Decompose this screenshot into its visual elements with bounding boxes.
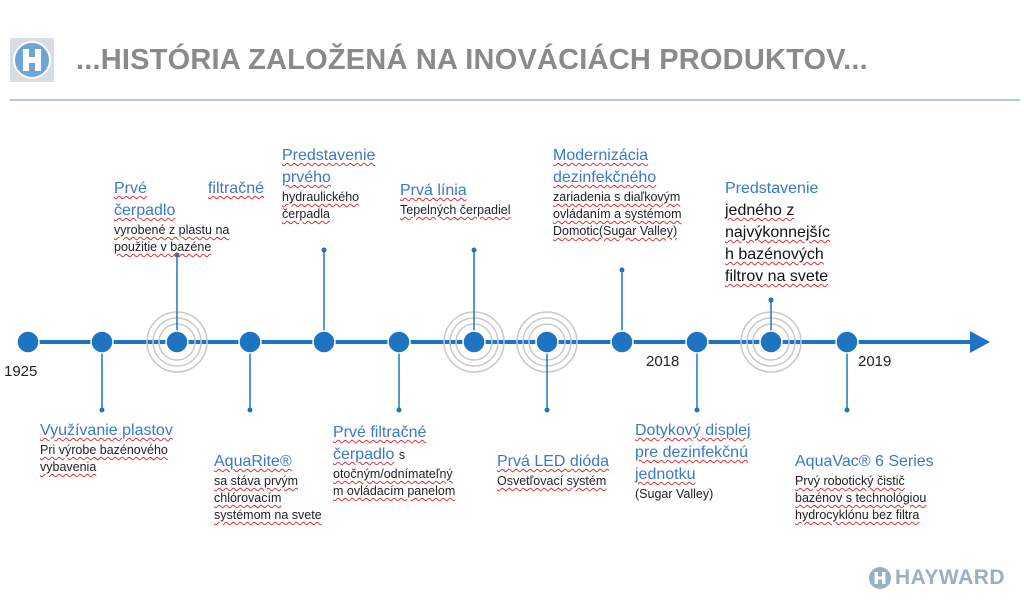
event-desc: m ovládacím panelom <box>333 484 456 498</box>
event-title: Prvá línia <box>400 182 467 199</box>
event-first-filter-pump <box>114 178 264 256</box>
event-disinfection-modernization <box>553 145 703 240</box>
event-desc: h bazénových <box>725 246 824 263</box>
page-title: ...HISTÓRIA ZALOŽENÁ NA INOVÁCIÁCH PRODUKTOV... <box>76 44 868 76</box>
event-title-suffix: s <box>398 448 406 462</box>
event-desc: použitie v bazéne <box>114 240 212 254</box>
event-title: filtračné <box>207 180 264 197</box>
event-desc: zariadenia s diaľkovým <box>553 190 681 204</box>
event-desc: najvýkonnejšíc <box>725 224 830 241</box>
event-desc: systémom na svete <box>214 508 322 522</box>
event-title: prvého <box>282 169 331 186</box>
brand-footer <box>868 566 1005 590</box>
event-title: Prvé filtračné <box>333 424 427 441</box>
event-aquarite <box>214 451 344 524</box>
event-aquavac <box>795 451 965 524</box>
event-title: čerpadlo <box>333 446 395 463</box>
event-desc: filtrov na svete <box>725 268 829 285</box>
event-title: Prvé <box>114 180 147 197</box>
event-heat-pumps <box>400 180 540 219</box>
event-desc: čerpadla <box>282 207 330 221</box>
event-desc: ovládaním a systémom <box>553 207 682 221</box>
event-title: Predstavenie <box>725 180 819 197</box>
year-label-2019: 2019 <box>858 353 892 370</box>
event-desc: chlórovacím <box>214 491 282 505</box>
event-title-row <box>114 178 264 200</box>
event-title-row <box>333 444 483 466</box>
event-title: čerpadlo <box>114 202 176 219</box>
event-title: jednotku <box>635 466 696 483</box>
event-desc: sa stáva prvým <box>214 474 299 488</box>
event-led-lighting <box>497 451 637 490</box>
event-desc: Tepelných čerpadiel <box>400 203 511 217</box>
year-label-1925: 1925 <box>4 363 38 380</box>
event-desc: vybavenia <box>40 460 97 474</box>
event-plastics <box>40 420 200 476</box>
event-hydraulic-pump <box>282 145 402 223</box>
event-powerful-filter <box>725 178 865 288</box>
event-desc: otočným/odnímateľný <box>333 467 453 481</box>
event-rotating-panel-pump <box>333 422 483 500</box>
year-label-2018: 2018 <box>646 353 680 370</box>
event-desc: hydrocyklónu bez filtra <box>795 508 920 522</box>
hayward-mark-icon <box>868 566 892 590</box>
event-title: Prvá LED dióda <box>497 453 610 470</box>
event-title: Využívanie plastov <box>40 422 173 439</box>
event-desc: Pri výrobe bazénového <box>40 443 168 457</box>
event-touch-display <box>635 420 775 503</box>
event-desc: Osvetľovací systém <box>497 474 607 488</box>
event-desc: Prvý robotický čistič <box>795 474 905 488</box>
event-title: dezinfekčného <box>553 169 657 186</box>
event-title: AquaRite® <box>214 453 292 470</box>
event-title: Predstavenie <box>282 147 376 164</box>
brand-name: HAYWARD <box>895 566 1006 589</box>
event-desc: hydraulického <box>282 190 360 204</box>
event-title: AquaVac® 6 Series <box>795 453 934 470</box>
event-desc: (Sugar Valley) <box>635 487 714 501</box>
event-title: Dotykový displej <box>635 422 751 439</box>
event-title: Modernizácia <box>553 147 649 164</box>
event-desc: vyrobené z plastu na <box>114 223 230 237</box>
event-desc: jedného z <box>725 202 795 219</box>
event-desc: bazénov s technológiou <box>795 491 927 505</box>
event-title: pre dezinfekčnú <box>635 444 748 461</box>
event-desc: Domotic(Sugar Valley) <box>553 224 678 238</box>
